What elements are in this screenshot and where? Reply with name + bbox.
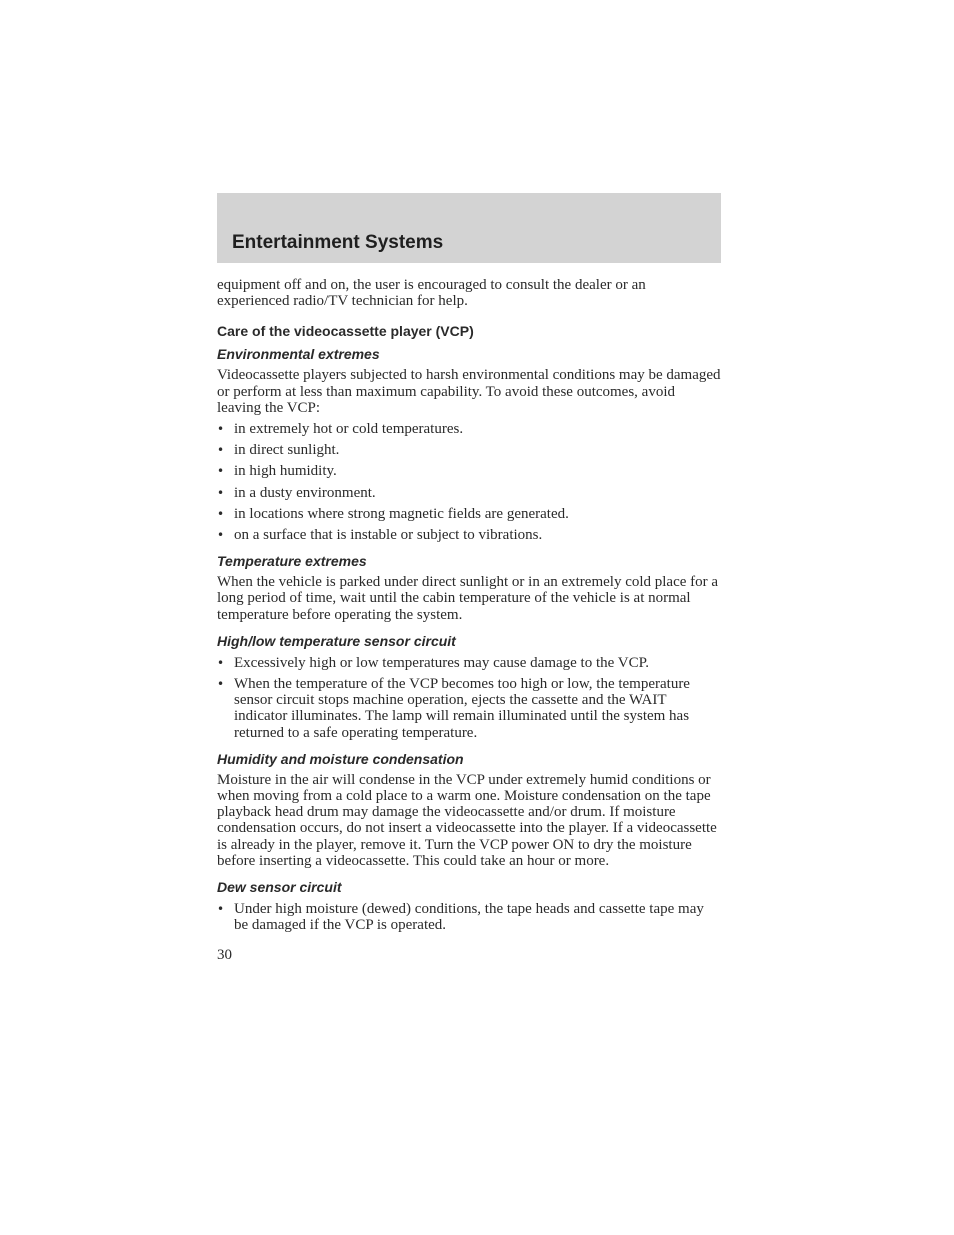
section-header-band bbox=[217, 193, 721, 263]
page-number: 30 bbox=[217, 947, 232, 964]
list-item bbox=[217, 485, 721, 501]
temperature-paragraph: When the vehicle is parked under direct sunlight or in an extremely cold place for a long period of time, wait until the cabin temperature of the vehicle is at normal temperature before operating the system. bbox=[217, 574, 719, 623]
bullet-icon: • bbox=[217, 485, 225, 500]
sensor-heading: High/low temperature sensor circuit bbox=[217, 632, 456, 649]
bullet-icon: • bbox=[217, 422, 225, 437]
list-item-text: in a dusty environment. bbox=[234, 484, 376, 501]
bullet-icon: • bbox=[217, 528, 225, 543]
environmental-heading: Environmental extremes bbox=[217, 346, 380, 363]
section-title: Entertainment Systems bbox=[232, 232, 444, 253]
list-item-text: in direct sunlight. bbox=[234, 442, 340, 459]
environmental-list bbox=[217, 421, 721, 543]
bullet-icon: • bbox=[217, 506, 225, 521]
page-content bbox=[217, 263, 721, 964]
list-item bbox=[217, 655, 721, 671]
list-item-text: in high humidity. bbox=[234, 463, 337, 480]
list-item bbox=[217, 421, 721, 437]
list-item-text: on a surface that is instable or subject to vibrations. bbox=[234, 527, 543, 544]
list-item-text: in extremely hot or cold temperatures. bbox=[234, 421, 464, 438]
bullet-icon: • bbox=[217, 443, 225, 458]
list-item bbox=[217, 527, 721, 543]
list-item-text: in locations where strong magnetic fields are generated. bbox=[234, 505, 569, 522]
sensor-list bbox=[217, 655, 721, 741]
dew-list bbox=[217, 901, 721, 933]
manual-page bbox=[217, 193, 721, 964]
list-item bbox=[217, 676, 721, 741]
humidity-heading: Humidity and moisture condensation bbox=[217, 750, 464, 767]
bullet-icon: • bbox=[217, 464, 225, 479]
environmental-paragraph: Videocassette players subjected to harsh environmental conditions may be damaged or perform at less than maximum capability. To avoid these outcomes, avoid leaving the VCP: bbox=[217, 367, 721, 416]
list-item bbox=[217, 506, 721, 522]
bullet-icon: • bbox=[217, 677, 225, 692]
list-item bbox=[217, 901, 721, 933]
bullet-icon: • bbox=[217, 655, 225, 670]
list-item bbox=[217, 463, 721, 479]
list-item-text: When the temperature of the VCP becomes too high or low, the temperature sensor circuit stops machine operation, ejects the cassette and the WAIT indicator illuminates. The lamp will remain illuminated until the system has returned to a safe operating temperature. bbox=[234, 676, 690, 741]
bullet-icon: • bbox=[217, 902, 225, 917]
temperature-heading: Temperature extremes bbox=[217, 553, 367, 570]
list-item-text: Excessively high or low temperatures may cause damage to the VCP. bbox=[234, 654, 650, 671]
care-heading: Care of the videocassette player (VCP) bbox=[217, 323, 474, 340]
list-item bbox=[217, 442, 721, 458]
intro-paragraph: equipment off and on, the user is encouraged to consult the dealer or an experienced radio/TV technician for help. bbox=[217, 277, 646, 310]
list-item-text: Under high moisture (dewed) conditions, the tape heads and cassette tape may be damaged if the VCP is operated. bbox=[234, 901, 704, 934]
dew-heading: Dew sensor circuit bbox=[217, 879, 342, 896]
humidity-paragraph: Moisture in the air will condense in the VCP under extremely humid conditions or when moving from a cold place to a warm one. Moisture condensation on the tape playback head drum may damage the videocassette and/or drum. If moisture condensation occurs, do not insert a videocassette into the player. If a videocassette is already in the player, remove it. Turn the VCP power ON to dry the moisture before inserting a videocassette. This could take an hour or more. bbox=[217, 771, 717, 869]
